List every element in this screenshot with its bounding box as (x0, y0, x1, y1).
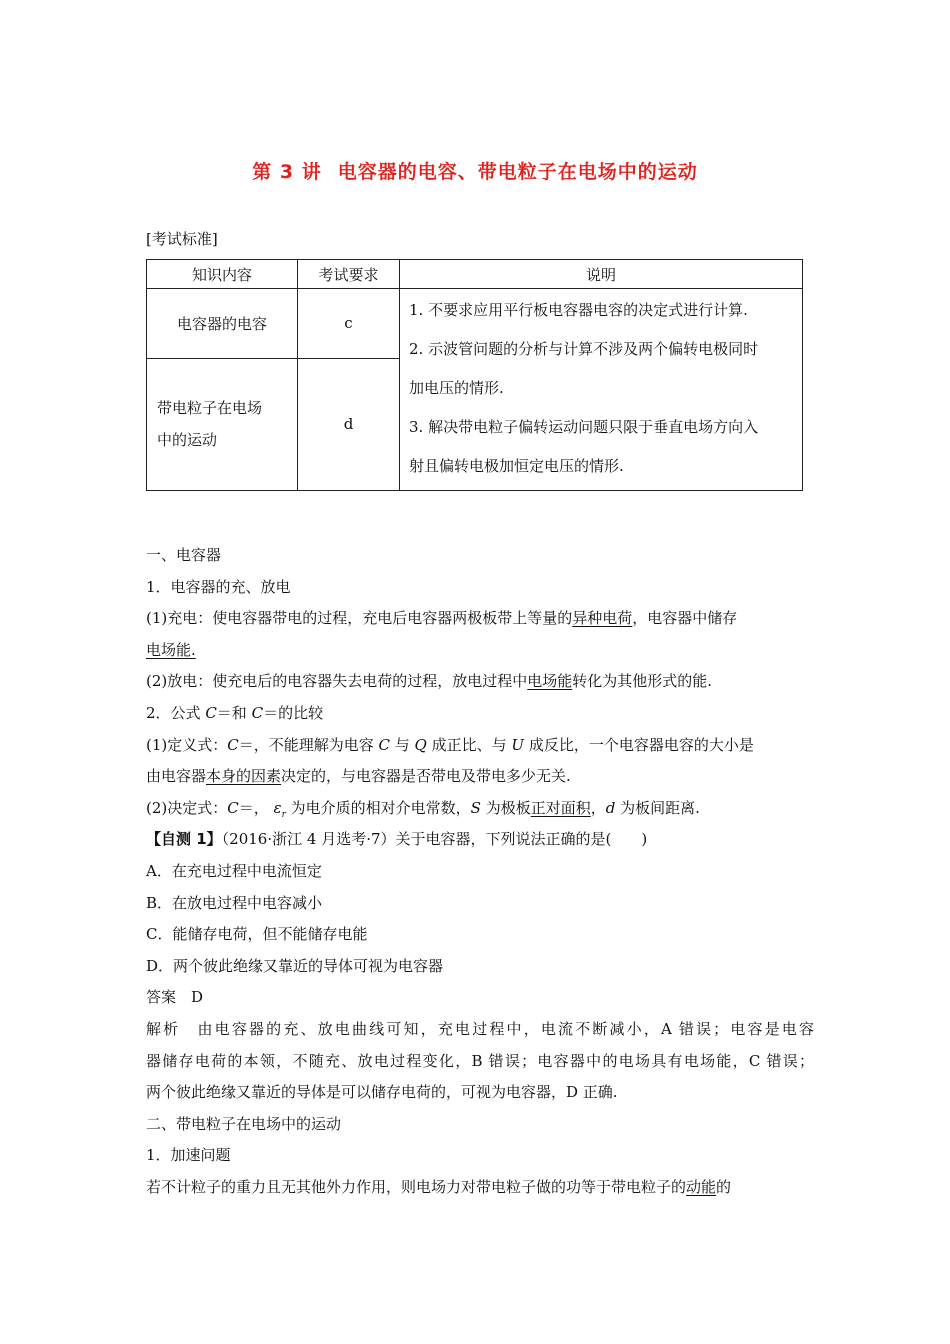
analysis-line: 器储存电荷的本领，不随充、放电过程变化，B 错误；电容器中的电场具有电场能，C 错误； (146, 1051, 814, 1070)
subsection-acceleration: 1．加速问题 (146, 1146, 231, 1165)
page-title (0, 157, 950, 184)
knowledge-cell (147, 358, 298, 490)
option-d: D．两个彼此绝缘又靠近的导体可视为电容器 (146, 956, 444, 975)
subsection-formula: 2．公式 C＝和 C＝的比较 (146, 703, 324, 722)
note-line: 2. 示波管问题的分析与计算不涉及两个偏转电极同时 (409, 340, 759, 358)
table-header-row (147, 260, 803, 289)
knowledge-cell: 电容器的电容 (147, 289, 298, 359)
header-requirement: 考试要求 (298, 260, 400, 289)
notes-cell (400, 289, 803, 491)
determinant-formula: (2)决定式：C＝， $\varepsilon_r$ 为电介质的相对介电常数，S 为极板正对面积，d 为板间距离. (146, 798, 700, 820)
option-b: B．在放电过程中电容减小 (146, 893, 323, 912)
section1-heading: 一、电容器 (146, 546, 222, 564)
requirement-cell: c (298, 289, 400, 359)
key-term: 电场能. (146, 640, 196, 659)
epsilon-symbol: $\varepsilon_r$ (273, 798, 286, 820)
option-c: C．能储存电荷，但不能储存电能 (146, 925, 368, 944)
key-term: 动能 (686, 1177, 717, 1196)
exam-standard-label: [考试标准] (146, 230, 218, 248)
section2-heading: 二、带电粒子在电场中的运动 (146, 1114, 342, 1133)
note-line: 1. 不要求应用平行板电容器电容的决定式进行计算. (409, 301, 748, 319)
header-knowledge: 知识内容 (147, 260, 298, 289)
answer-line: 答案 D (146, 988, 204, 1007)
lecture-topic: 电容器的电容、带电粒子在电场中的运动 (337, 161, 698, 183)
charging-paragraph-cont (146, 635, 814, 667)
table-row (147, 289, 803, 359)
analysis-line: 两个彼此绝缘又靠近的导体是可以储存电荷的，可视为电容器，D 正确. (146, 1083, 618, 1102)
main-body (146, 540, 814, 1203)
acceleration-paragraph: 若不计粒子的重力且无其他外力作用，则电场力对带电粒子做的功等于带电粒子的动能的 (146, 1177, 732, 1196)
knowledge-line: 中的运动 (157, 431, 218, 450)
header-notes: 说明 (400, 260, 803, 289)
note-line: 加电压的情形. (409, 379, 504, 397)
discharging-paragraph: (2)放电：使充电后的电容器失去电荷的过程，放电过程中电场能转化为其他形式的能. (146, 672, 713, 691)
note-line: 3. 解决带电粒子偏转运动问题只限于垂直电场方向入 (409, 418, 759, 436)
self-test-tag: 【自测 1】 (146, 830, 222, 849)
analysis-line: 解析 由电容器的充、放电曲线可知，充电过程中，电流不断减小，A 错误；电容是电容 (146, 1019, 814, 1038)
requirement-cell: d (298, 358, 400, 490)
key-term: 电场能 (527, 672, 573, 691)
self-test-question: 【自测 1】（2016·浙江 4 月选考·7）关于电容器，下列说法正确的是( ) (146, 830, 648, 849)
lecture-number: 第 3 讲 (252, 161, 322, 183)
definition-formula: (1)定义式：C＝，不能理解为电容 C 与 Q 成正比、与 U 成反比，一个电容器电容的大小是 (146, 735, 754, 754)
option-a: A．在充电过程中电流恒定 (146, 861, 322, 880)
key-term: 本身的因素 (206, 767, 282, 786)
charging-paragraph: (1)充电：使电容器带电的过程，充电后电容器两极板带上等量的异种电荷，电容器中储存 (146, 609, 738, 628)
exam-standard-table (146, 259, 803, 491)
note-line: 射且偏转电极加恒定电压的情形. (409, 457, 624, 475)
knowledge-line: 带电粒子在电场 (157, 399, 263, 418)
subsection-charge-discharge: 1．电容器的充、放电 (146, 577, 291, 596)
key-term: 正对面积 (530, 798, 591, 817)
key-term: 异种电荷 (572, 609, 633, 628)
definition-formula-cont: 由电容器本身的因素决定的，与电容器是否带电及带电多少无关. (146, 767, 571, 786)
